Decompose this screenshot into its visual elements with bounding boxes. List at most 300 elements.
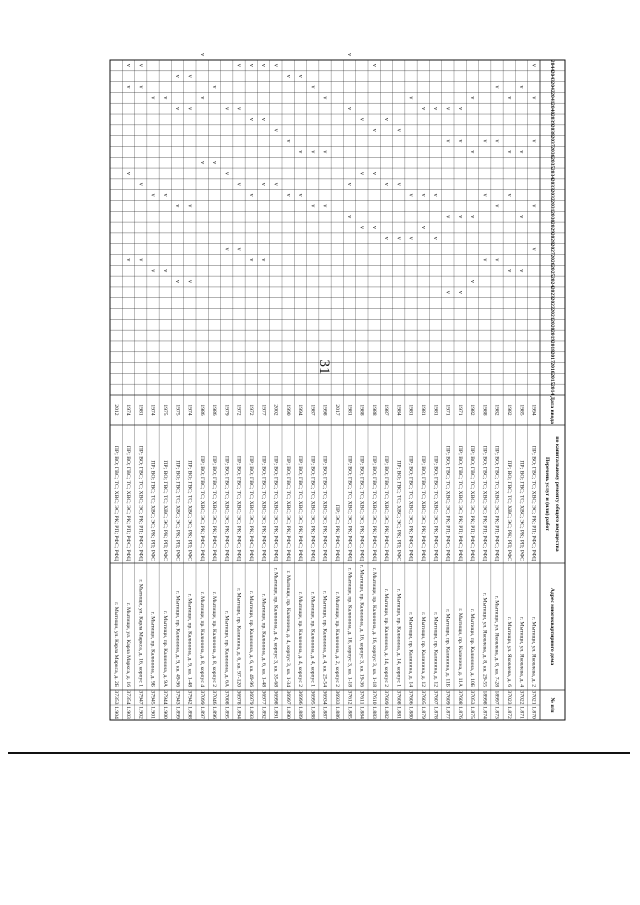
row-year: 1985 — [518, 404, 525, 416]
year-mark: v — [481, 139, 488, 143]
year-mark: v — [125, 258, 132, 262]
row-id: 37608 — [456, 690, 463, 705]
row-address: г. Мытищи, пр. Калинина, д. 6, кв. 49-96 — [248, 591, 255, 687]
year-mark: v — [321, 96, 328, 100]
year-mark: v — [272, 63, 279, 67]
year-mark: v — [198, 161, 205, 165]
year-mark: v — [260, 117, 267, 121]
row-year: 1990 — [284, 404, 291, 416]
year-mark: v — [358, 117, 365, 121]
year-mark: v — [284, 193, 291, 197]
year-mark: v — [198, 53, 205, 57]
row-services: ПР; ВО; ГВС; ТС; ХВС; ЭС; РК; РФС; РФЦ — [407, 455, 414, 561]
row-id: 36934 — [321, 690, 328, 705]
year-mark: v — [297, 193, 304, 197]
year-mark: v — [469, 280, 476, 284]
year-mark: v — [309, 204, 316, 208]
header-year-cell: 2016 — [549, 362, 556, 374]
header-year-cell: 2041 — [549, 92, 556, 104]
row-id: 36979 — [248, 690, 255, 705]
row-year: 1979 — [223, 404, 230, 416]
header-year-cell: 2027 — [549, 243, 556, 255]
header-year-cell: 2039 — [549, 113, 556, 126]
row-address: г. Мытищи, пр. Калинина, д. 9А — [162, 610, 169, 687]
row-num: 1.882 — [383, 706, 390, 719]
year-mark: v — [505, 269, 512, 273]
year-mark: v — [505, 193, 512, 197]
year-mark: v — [456, 107, 463, 111]
row-id: 37021 — [530, 690, 537, 705]
row-year: 1988 — [358, 404, 365, 416]
header-year-cell: 2034 — [549, 167, 556, 180]
year-mark: v — [493, 139, 500, 143]
row-services: ПР; ВО; ГВС; ТС; ХВС; ЭС; РК; РП; РФС — [395, 460, 402, 561]
year-mark: v — [174, 280, 181, 284]
row-num: 1.888 — [309, 706, 316, 719]
row-year: 1977 — [260, 404, 267, 416]
row-address: г. Мытищи, пр. Калинина, д. 6А — [223, 610, 230, 687]
year-mark: v — [161, 96, 168, 100]
year-mark: v — [284, 74, 291, 78]
row-address: г. Мытищи, ул. Яковлева, д. 8, кв. 7-28 — [493, 595, 500, 687]
row-num: 1.877 — [444, 706, 451, 719]
header-year-cell: 2040 — [549, 103, 556, 115]
year-mark: v — [346, 53, 353, 57]
year-mark: v — [493, 258, 500, 262]
year-mark: v — [235, 247, 242, 251]
row-year: 1972 — [235, 404, 242, 416]
row-num: 1.903 — [125, 706, 132, 719]
year-mark: v — [370, 171, 377, 175]
header-year-cell: 2015 — [549, 373, 556, 385]
header-services: Перечень услуг и (или) работ — [544, 457, 551, 531]
row-services: ПР; ВО; ГВС; ТС; ХВС; ЭС; РК; РФС; РФЦ — [420, 455, 427, 561]
row-num: 1.891 — [272, 706, 279, 719]
year-mark: v — [530, 139, 537, 143]
year-mark: v — [358, 171, 365, 175]
year-mark: v — [260, 182, 267, 186]
year-mark: v — [284, 139, 291, 143]
year-mark: v — [125, 85, 132, 89]
year-mark: v — [235, 107, 242, 111]
row-year: 2012 — [112, 404, 119, 416]
header-year-cell: 2028 — [549, 232, 556, 244]
year-mark: v — [309, 150, 316, 154]
year-mark: v — [530, 204, 537, 208]
row-id: 37944 — [162, 690, 169, 705]
row-num: 1.893 — [248, 706, 255, 719]
row-address: г. Мытищи, пр. Калинина, д. 9Б — [149, 611, 156, 687]
row-year: 1986 — [198, 404, 205, 416]
year-mark: v — [260, 63, 267, 67]
row-id: 37612 — [346, 690, 353, 705]
row-num: 1.892 — [260, 706, 267, 719]
row-num: 1.885 — [346, 706, 353, 719]
row-num: 1.894 — [235, 706, 242, 719]
year-mark: v — [125, 171, 132, 175]
year-mark: v — [211, 161, 218, 165]
row-address: г. Мытищи, пр. Калинина, д. 9, кв. 1-48 — [186, 593, 193, 687]
row-num: 1.896 — [211, 706, 218, 719]
row-services: ПР; ВО; ГВС; ТС; ХВС; ЭС; РК; РФС; РФЦ — [297, 455, 304, 561]
row-year: 1982 — [469, 404, 476, 416]
row-id: 37099 — [198, 690, 205, 705]
row-address: г. Мытищи, ул. Карла Маркса, д. 16 — [125, 602, 132, 687]
row-services: ПР; ВО; ГВС; ТС; ХВС; ЭС; РК; РФС; РФЦ — [248, 455, 255, 561]
year-mark: v — [358, 226, 365, 229]
year-mark: v — [247, 258, 254, 262]
row-id: 37609 — [444, 690, 451, 705]
row-num: 1.878 — [432, 706, 439, 719]
year-mark: v — [395, 236, 402, 240]
row-address: г. Мытищи, пр. Калинина, д. 10Б — [469, 609, 476, 687]
year-mark: v — [260, 258, 267, 262]
row-year: 2002 — [272, 404, 279, 416]
row-id: 37942 — [186, 690, 193, 705]
year-mark: v — [235, 63, 242, 67]
row-year: 1981 — [346, 404, 353, 416]
year-mark: v — [493, 204, 500, 208]
header-year: Дата ввода — [549, 396, 556, 424]
year-mark: v — [297, 74, 304, 78]
row-id: 36997 — [284, 690, 291, 705]
year-mark: v — [419, 107, 426, 111]
row-id: 37605 — [420, 690, 427, 705]
row-year: 1988 — [370, 404, 377, 416]
row-year: 2017 — [334, 404, 341, 416]
row-services: ПР; ВО; ГВС; ТС; ХВС; ЭС; РК; РФС; РФЦ — [260, 455, 267, 561]
row-address: г. Мытищи, пр. Калинина, д. 8, корпус 2 — [211, 591, 218, 687]
row-id: 37023 — [506, 690, 513, 705]
row-year: 1971 — [444, 404, 451, 416]
header-address: Адрес многоквартирного дома — [549, 587, 556, 666]
year-mark: v — [444, 107, 451, 111]
row-year: 1988 — [481, 404, 488, 416]
year-mark: v — [419, 226, 426, 229]
row-id: 37611 — [358, 690, 365, 705]
row-address: г. Мытищи, пр. Калинина, д. 14, корпус 2 — [383, 588, 390, 687]
row-services: ПР; ВО; ГВС; ТС; ХВС; ЭС; РК; РП; РФС; РФЦ — [481, 445, 488, 561]
row-num: 1.875 — [469, 706, 476, 719]
year-mark: v — [161, 269, 168, 273]
row-num: 1.880 — [407, 706, 414, 719]
row-num: 1.874 — [481, 706, 488, 719]
year-mark: v — [321, 204, 328, 208]
header-year-cell: 2043 — [549, 70, 556, 82]
row-year: 1975 — [174, 404, 181, 416]
row-id: 37022 — [518, 690, 525, 705]
year-mark: v — [383, 117, 390, 121]
row-address: г. Мытищи, пр. Калинина, д. 4, кв. 25-54 — [321, 591, 328, 687]
year-mark: v — [149, 96, 156, 100]
row-id: 36978 — [235, 690, 242, 705]
year-mark: v — [137, 182, 144, 186]
year-mark: v — [272, 128, 279, 132]
row-address: г. Мытищи, пр. Калинина, д. 16, корпус 3, кв. 19-36 — [358, 564, 365, 687]
row-address: г. Мытищи, пр. Калинина, д. 12 — [420, 612, 427, 687]
header-year-cell: 2019 — [549, 329, 556, 342]
row-id: 37947 — [137, 690, 144, 705]
year-mark: v — [186, 204, 193, 208]
row-num: 1.898 — [186, 706, 193, 719]
row-address: г. Мытищи, пр. Калинина, д. 8, корпус 4 — [198, 591, 205, 687]
row-num: 1.883 — [370, 706, 377, 719]
row-year: 1998 — [321, 404, 328, 416]
row-year: 1974 — [186, 404, 193, 416]
row-services: ПР; ВО; ГВС; ТС; ХВС; ЭС; РК; РФС; РФЦ — [223, 455, 230, 561]
row-address: г. Мытищи, пр. Калинина, д. 14, корпус 1 — [395, 588, 402, 687]
row-services: ПР; ВО; ГВС; ТС; ХВС; ЭС; РК; РФС; РФЦ — [432, 455, 439, 561]
row-num: 1.881 — [395, 706, 402, 719]
row-services: ПР; ВО; ГВС; ТС; ХВС; ЭС; РК; РФС; РФЦ — [321, 455, 328, 561]
row-year: 1981 — [432, 404, 439, 416]
year-mark: v — [247, 63, 254, 67]
row-address: г. Мытищи, ул. Яковлева, д. 2 — [530, 617, 537, 687]
year-mark: v — [469, 150, 476, 154]
row-services: ПР; ВО; ГВС; ТС; ХВС; ЭС; РК; РП; РФС — [506, 460, 513, 561]
row-services: ПР; ВО; ГВС; ТС; ХВС; ЭС; РК; РФС; РФЦ — [358, 455, 365, 561]
row-address: г. Мытищи, пр. Калинина, д. 9, кв. 49-96 — [174, 591, 181, 687]
header-year-cell: 2038 — [549, 124, 556, 136]
header-year-cell: 2037 — [549, 135, 556, 147]
row-services: ПР; ЭС; РК; РФС; РФЦ — [334, 504, 341, 561]
row-address: г. Мытищи, ул. Яковлева, д. 4 — [518, 617, 525, 687]
row-year: 1981 — [420, 404, 427, 416]
row-id: 37606 — [407, 690, 414, 705]
row-address: г. Мытищи, пр. Калинина, д. 4, корпус 3, кв. 1-34 — [284, 570, 291, 687]
row-address: г. Мытищи, пр. Калинина, д. 14 — [407, 612, 414, 687]
row-year: 1987 — [309, 404, 316, 416]
year-mark: v — [309, 85, 316, 89]
header-year-cell: 2029 — [549, 221, 556, 234]
row-services: ПР; ВО; ГВС; ТС; ХВС; ЭС; РК; РП; РФС; РФЦ — [444, 445, 451, 561]
year-mark: v — [395, 128, 402, 132]
row-services: ПР; ВО; ГВС; ТС; ХВС; ЭС; РК; РФС; РФЦ — [370, 455, 377, 561]
row-address: г. Мытищи, ул. Карла Маркса, д. 2Б — [112, 602, 119, 687]
row-services: ПР; ВО; ГВС; ТС; ХВС; ЭС; РК; РП; РФС; РФЦ — [456, 445, 463, 561]
year-mark: v — [444, 139, 451, 143]
row-address: г. Мытищи, пр. Калинина, д. 16, корпус 3, кв. 1-18 — [370, 567, 377, 687]
row-id: 36933 — [334, 690, 341, 705]
row-year: 1974 — [125, 404, 132, 416]
row-services: ПР; ВО; ГВС; ТС; ХВС; ЭС; РК; РФС; РФЦ — [235, 455, 242, 561]
row-id: 18998 — [481, 690, 488, 705]
year-mark: v — [161, 193, 168, 197]
year-mark: v — [346, 107, 353, 111]
year-mark: v — [223, 171, 230, 175]
row-id: 36996 — [297, 690, 304, 705]
year-mark: v — [407, 96, 414, 100]
year-mark: v — [272, 182, 279, 186]
row-services: ПР; ВО; ГВС; ТС; ХВС; ЭС; РК; РФС; РФЦ — [309, 455, 316, 561]
year-mark: v — [247, 193, 254, 197]
row-year: 1986 — [211, 404, 218, 416]
row-id: 36998 — [272, 690, 279, 705]
year-mark: v — [481, 258, 488, 262]
year-mark: v — [407, 193, 414, 197]
row-address: г. Мытищи, ул. Яковлева, д. 8, кв. 29-55 — [481, 593, 488, 687]
row-year: 1981 — [407, 404, 414, 416]
year-mark: v — [186, 280, 193, 284]
header-year-cell: 2036 — [549, 146, 556, 158]
row-services: ПР; ВО; ГВС; ТС; ХВС; ЭС; РК; РП; РФС — [162, 460, 169, 561]
row-num: 1.873 — [493, 706, 500, 719]
row-services: ПР; ВО; ГВС; ТС; ХВС; ЭС; РК; РП; РФС; РФЦ — [125, 445, 132, 561]
row-id: 37607 — [432, 690, 439, 705]
row-year: 1994 — [297, 404, 304, 416]
page-footer-rule — [8, 752, 630, 754]
row-address: г. Мытищи, пр. Калинина, д. 4, корпус 2 — [297, 591, 304, 687]
year-mark: v — [186, 74, 193, 78]
row-services: ПР; ВО; ГВС; ТС; ХВС; ЭС; РК; РФС; РФЦ — [272, 455, 279, 561]
year-mark: v — [530, 247, 537, 251]
header-year-cell: 2017 — [549, 351, 556, 363]
header-year-cell: 2042 — [549, 81, 556, 93]
year-mark: v — [530, 63, 537, 67]
row-id: 37610 — [370, 690, 377, 705]
header-services: по капитальному ремонту общего имущества — [554, 436, 561, 552]
row-services: ПР; ВО; ГВС; ТС; ХВС; ЭС; РК; РФС; РФЦ — [346, 455, 353, 561]
year-mark: v — [297, 150, 304, 154]
year-mark: v — [223, 247, 230, 251]
row-year: 1981 — [137, 404, 144, 416]
header-year-cell: 2033 — [549, 178, 556, 190]
row-services: ПР; ВО; ГВС; ТС; ХВС; ЭС; РК; РП; РФС; РФЦ — [493, 445, 500, 561]
year-mark: v — [370, 226, 377, 229]
year-mark: v — [383, 236, 390, 240]
year-mark: v — [444, 215, 451, 219]
row-services: ПР; ВО; ГВС; ТС; ХВС; ЭС; РК; РП; РФС — [174, 460, 181, 561]
header-year-cell: 2025 — [549, 265, 556, 277]
header-year-cell: 2014 — [549, 384, 556, 396]
row-num: 1.870 — [530, 706, 537, 719]
year-mark: v — [137, 258, 144, 262]
header-year-cell: 2020 — [549, 319, 556, 331]
row-num: 1.876 — [456, 706, 463, 719]
row-id: 36995 — [309, 690, 316, 705]
row-services: ПР; ВО; ГВС; ТС; ХВС; ЭС; РК; РФС; РФЦ — [284, 455, 291, 561]
row-services: ПР; ВО; ГВС; ТС; ХВС; ЭС; РК; РП; РФС — [149, 460, 156, 561]
year-mark: v — [456, 139, 463, 143]
year-mark: v — [419, 193, 426, 197]
row-services: ПР; ВО; ГВС; ТС; ХВС; ЭС; РК; РП; РФС — [186, 460, 193, 561]
year-mark: v — [174, 74, 181, 78]
row-year: 1987 — [383, 404, 390, 416]
row-id: 37943 — [174, 690, 181, 705]
row-address: г. Мытищи, пр. Калинина, д. 11Б — [444, 609, 451, 687]
year-mark: v — [493, 85, 500, 89]
year-mark: v — [198, 96, 205, 100]
row-num: 1.879 — [420, 706, 427, 719]
row-id: 37353 — [112, 690, 119, 705]
row-address: г. Мытищи, пр. Калинина, д. 18, корпус 3, кв. 1-18 — [346, 567, 353, 687]
year-mark: v — [395, 182, 402, 186]
row-num: 1.889 — [297, 706, 304, 719]
row-services: ПР; ВО; ГВС; ТС; ХВС; ЭС; РК; РП; РФС — [518, 460, 525, 561]
row-id: 37053 — [469, 690, 476, 705]
year-mark: v — [321, 150, 328, 154]
row-id: 37008 — [223, 690, 230, 705]
header-year-cell: 2021 — [549, 308, 556, 320]
year-mark: v — [530, 96, 537, 100]
row-address: г. Мытищи, ул. Яковлева, д. 6 — [506, 617, 513, 687]
row-services: ПР; ВО; ГВС; ТС; ХВС; ЭС; РК; РФС; РФЦ — [198, 455, 205, 561]
row-num: 1.871 — [518, 706, 525, 719]
row-num: 1.890 — [284, 706, 291, 719]
row-services: ПР; ВО; ГВС; ТС; ХВС; ЭС; РК; РП; РФС; РФЦ — [112, 445, 119, 561]
year-mark: v — [432, 193, 439, 197]
row-id: 37046 — [211, 690, 218, 705]
row-year: 1975 — [162, 404, 169, 416]
year-mark: v — [383, 182, 390, 186]
header-year-cell: 2026 — [549, 254, 556, 266]
year-mark: v — [518, 85, 525, 89]
year-mark: v — [186, 107, 193, 111]
row-services: ПР; ВО; ГВС; ТС; ХВС; ЭС; РК; РП; РФС; РФЦ — [137, 445, 144, 561]
row-address: г. Мытищи, пр. Калинина, д. 6, кв. 97-120 — [235, 588, 242, 687]
year-mark: v — [223, 107, 230, 111]
year-mark: v — [137, 63, 144, 67]
row-year: 1982 — [493, 404, 500, 416]
year-mark: v — [505, 150, 512, 154]
header-num: № п/п — [549, 697, 556, 713]
year-mark: v — [125, 63, 132, 67]
row-address: г. Мытищи, пр. Калинина, д. 12 — [432, 612, 439, 687]
row-num: 1.884 — [358, 706, 365, 719]
header-year-cell: 2024 — [549, 275, 556, 288]
row-address: г. Мытищи, пр. Калинина, д. 6, кв. 1-48 — [260, 593, 267, 687]
row-year: 1984 — [395, 404, 402, 416]
page-number: 31 — [316, 359, 332, 375]
year-mark: v — [518, 215, 525, 219]
year-mark: v — [469, 215, 476, 219]
header-year-cell: 2044 — [549, 59, 556, 71]
year-mark: v — [149, 269, 156, 273]
row-id: 37354 — [125, 690, 132, 705]
year-mark: v — [235, 182, 242, 186]
year-mark: v — [346, 182, 353, 186]
header-year-cell: 2022 — [549, 297, 556, 309]
row-id: 36977 — [260, 690, 267, 705]
year-mark: v — [456, 290, 463, 294]
year-mark: v — [370, 63, 377, 67]
row-num: 1.901 — [149, 706, 156, 719]
row-num: 1.872 — [506, 706, 513, 719]
row-num: 1.902 — [137, 706, 144, 719]
row-num: 1.904 — [112, 706, 119, 719]
year-mark: v — [518, 150, 525, 154]
year-mark: v — [481, 193, 488, 197]
row-id: 37945 — [149, 690, 156, 705]
year-mark: v — [370, 128, 377, 132]
header-year-cell: 2031 — [549, 200, 556, 212]
year-mark: v — [174, 204, 181, 208]
year-mark: v — [149, 193, 156, 197]
row-address: г. Мытищи, пр. Калинина, д. 4, корпус 1 — [309, 591, 316, 687]
header-year-cell: 2018 — [549, 340, 556, 352]
row-address: г. Мытищи, пр. Калинина, д. 2, корпус 2 — [334, 591, 341, 687]
header-year-cell: 2032 — [549, 189, 556, 201]
row-num: 1.887 — [321, 706, 328, 719]
year-mark: v — [137, 85, 144, 89]
row-id: 37609 — [383, 690, 390, 705]
year-mark: v — [247, 117, 254, 121]
row-num: 1.900 — [162, 706, 169, 719]
year-mark: v — [211, 85, 218, 89]
header-year-cell: 2023 — [549, 286, 556, 298]
row-year: 1994 — [530, 404, 537, 416]
row-address: г. Мытищи, пр. Калинина, д. 11А — [456, 608, 463, 687]
